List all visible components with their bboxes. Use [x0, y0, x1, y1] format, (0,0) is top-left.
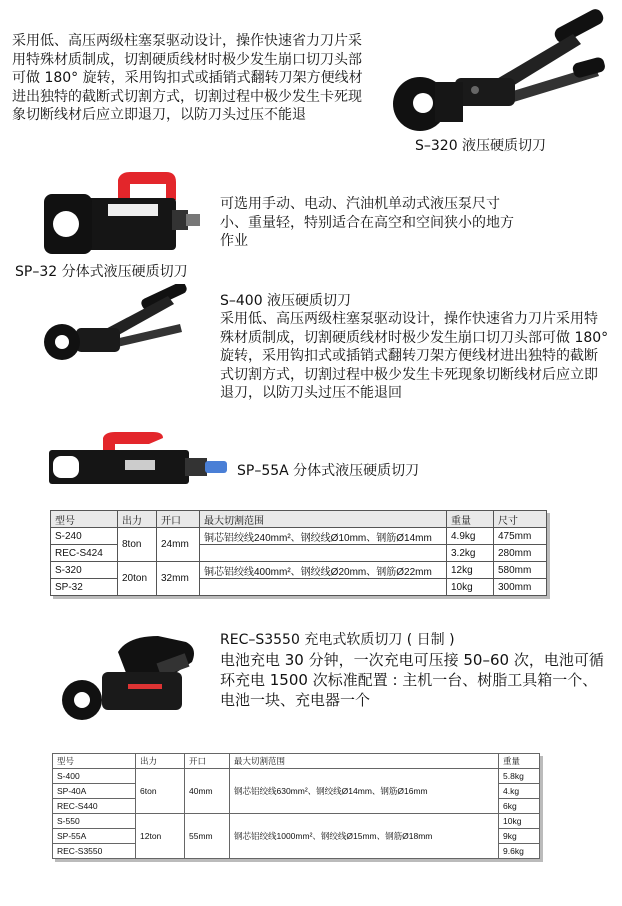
rec-s3550-cutter-image [58, 632, 206, 732]
col-header-size: 尺寸 [494, 511, 547, 528]
s320-caption: S–320 液压硬质切刀 [415, 138, 547, 154]
table-row [53, 769, 540, 784]
s320-description: 采用低、高压两级柱塞泵驱动设计，操作快速省力刀片采用特殊材质制成，切割硬质线材时极少发生崩口切刀头部可做 180° 旋转，采用钩扣式或插销式翻转刀架方便线材进出独特的截断式切割方式，切割过程中极少发生卡死现象切断线材后应立即退刀，以防刀头过压不能退 [12, 33, 363, 123]
col-header-model: 型号 [51, 511, 118, 528]
cell-range: 钢芯铝绞线1000mm²、钢绞线Ø15mm、钢筋Ø18mm [230, 814, 499, 859]
rec-s3550-title: REC–S3550 充电式软质切刀 ( 日制 ) [220, 632, 455, 648]
col-header-force: 出力 [118, 511, 157, 528]
cell-model: SP-55A [53, 829, 136, 844]
cell-model: S-320 [51, 562, 118, 579]
cell-model: S-400 [53, 769, 136, 784]
col-header-opening: 开口 [185, 754, 230, 769]
table-header-row [51, 511, 547, 528]
cell-size: 280mm [494, 545, 547, 562]
cell-weight: 10kg [447, 579, 494, 596]
sp32-description: 可选用手动、电动、汽油机单动式液压泵尺寸小、重量轻，特别适合在高空和空间狭小的地方作业 [220, 196, 514, 249]
table-row [53, 814, 540, 829]
cell-weight: 12kg [447, 562, 494, 579]
col-header-weight: 重量 [499, 754, 540, 769]
s400-description: 采用低、高压两级柱塞泵驱动设计，操作快速省力刀片采用特殊材质制成，切割硬质线材时极少发生崩口切刀头部可做 180° 旋转，采用钩扣式或插销式翻转刀架方便线材进出独特的截断式切割方式，切割过程中极少发生卡死现象切断线材后应立即退刀，以防刀头过压不能退回 [220, 311, 609, 401]
cell-model: REC-S3550 [53, 844, 136, 859]
s400-cutter-image [40, 284, 195, 369]
cell-opening: 32mm [157, 562, 200, 596]
cell-size: 475mm [494, 528, 547, 545]
cell-force: 8ton [118, 528, 157, 562]
col-header-force: 出力 [136, 754, 185, 769]
col-header-weight: 重量 [447, 511, 494, 528]
cell-range-empty [200, 579, 447, 596]
cell-model: S-550 [53, 814, 136, 829]
spec-table-1 [50, 510, 547, 596]
cell-weight: 9.6kg [499, 844, 540, 859]
cell-weight: 10kg [499, 814, 540, 829]
cell-weight: 5.8kg [499, 769, 540, 784]
col-header-model: 型号 [53, 754, 136, 769]
cell-range: 钢芯铝绞线630mm²、钢绞线Ø14mm、钢筋Ø16mm [230, 769, 499, 814]
cell-weight: 4.kg [499, 784, 540, 799]
table-row [51, 562, 547, 579]
cell-weight: 3.2kg [447, 545, 494, 562]
cell-model: SP-32 [51, 579, 118, 596]
col-header-opening: 开口 [157, 511, 200, 528]
sp32-caption: SP–32 分体式液压硬质切刀 [15, 264, 188, 280]
cell-force: 6ton [136, 769, 185, 814]
sp55a-cutter-image [45, 430, 235, 492]
cell-force: 20ton [118, 562, 157, 596]
sp55a-caption: SP–55A 分体式液压硬质切刀 [237, 463, 420, 479]
cell-model: SP-40A [53, 784, 136, 799]
cell-model: S-240 [51, 528, 118, 545]
cell-model: REC-S440 [53, 799, 136, 814]
cell-range-empty [200, 545, 447, 562]
cell-force: 12ton [136, 814, 185, 859]
cell-size: 300mm [494, 579, 547, 596]
table-header-row [53, 754, 540, 769]
cell-opening: 55mm [185, 814, 230, 859]
cell-opening: 40mm [185, 769, 230, 814]
cell-range: 铜芯铝绞线240mm²、钢绞线Ø10mm、钢筋Ø14mm [200, 528, 447, 545]
cell-opening: 24mm [157, 528, 200, 562]
s400-title: S–400 液压硬质切刀 [220, 293, 352, 309]
cell-range: 铜芯铝绞线400mm²、钢绞线Ø20mm、钢筋Ø22mm [200, 562, 447, 579]
cell-weight: 4.9kg [447, 528, 494, 545]
cell-weight: 6kg [499, 799, 540, 814]
sp32-cutter-image [38, 170, 208, 260]
col-header-range: 最大切割范围 [230, 754, 499, 769]
s320-cutter-image [385, 8, 610, 138]
col-header-range: 最大切割范围 [200, 511, 447, 528]
rec-s3550-description: 电池充电 30 分钟，一次充电可压接 50–60 次，电池可循环充电 1500 次标准配置 : 主机一台、树脂工具箱一个、电池一块、充电器一个 [220, 651, 604, 709]
spec-table-2 [52, 753, 540, 859]
cell-size: 580mm [494, 562, 547, 579]
cell-model: REC-S424 [51, 545, 118, 562]
table-row [51, 528, 547, 545]
cell-weight: 9kg [499, 829, 540, 844]
